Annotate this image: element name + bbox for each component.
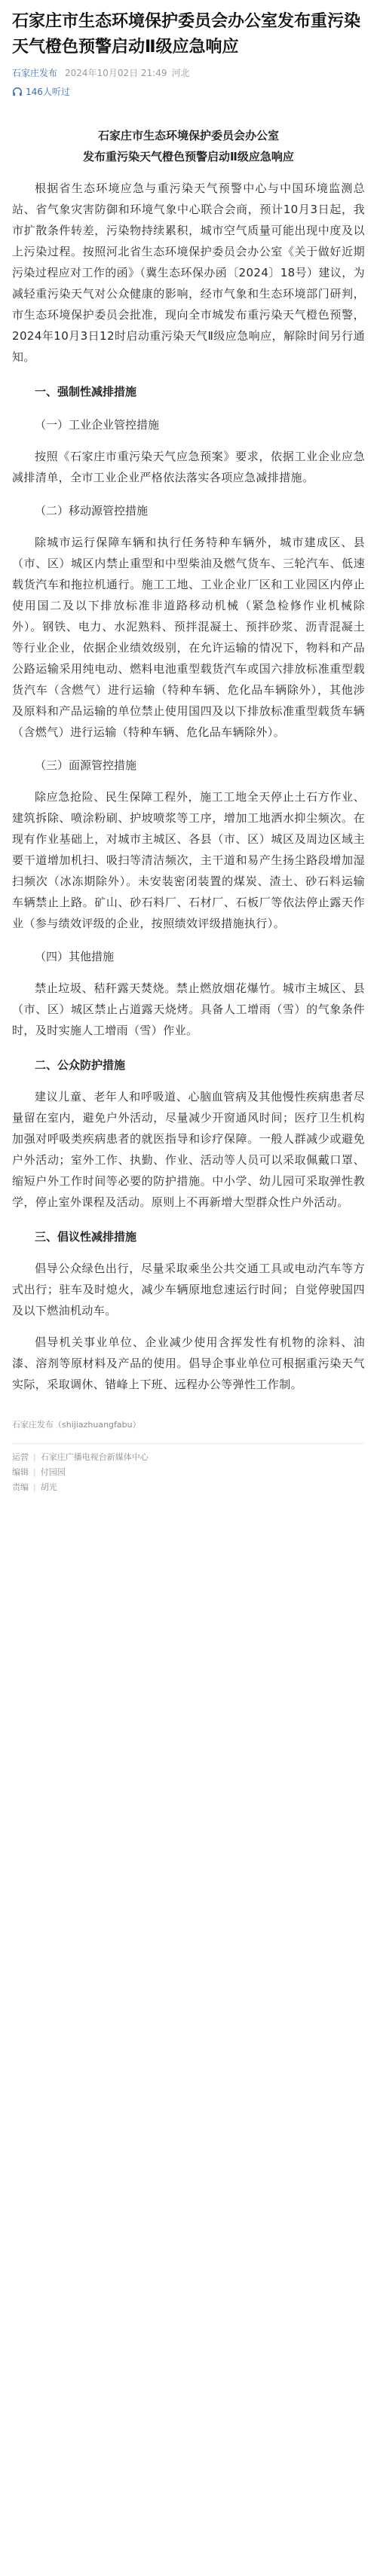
industrial-paragraph: 按照《石家庄市重污染天气应急预案》要求，依据工业企业应急减排清单，全市工业企业严格依法落实各项应急减排措施。 bbox=[12, 450, 365, 484]
voluntary-paragraph-1: 倡导公众绿色出行，尽量采取乘坐公共交通工具或电动汽车等方式出行；驻车及时熄火，减少车辆原地怠速运行时间；自觉停驶国四及以下燃油机动车。 bbox=[12, 1262, 365, 1317]
article-headline: 石家庄市生态环境保护委员会办公室发布重污染天气橙色预警启动Ⅱ级应急响应 bbox=[12, 12, 361, 56]
article-footer bbox=[12, 1418, 365, 1495]
section-heading-protection: 二、公众防护措施 bbox=[35, 1058, 126, 1072]
listen-button[interactable] bbox=[12, 85, 365, 98]
source-link[interactable]: 石家庄发布 bbox=[12, 68, 58, 78]
footer-editor: 编辑 | 付园园 bbox=[12, 1467, 66, 1477]
reviewer-label: 责编 bbox=[12, 1482, 29, 1492]
subsection-heading-area: （三）面源管控措施 bbox=[35, 758, 137, 772]
voluntary-paragraph-2: 倡导机关事业单位、企业减少使用含挥发性有机物的涂料、油漆、溶剂等原材料及产品的使用。倡导企事业单位可根据重污染天气实际，采取调休、错峰上下班、远程办公等弹性工作制。 bbox=[12, 1335, 365, 1391]
section-heading-mandatory: 一、强制性减排措施 bbox=[35, 385, 137, 398]
other-measures-paragraph: 禁止垃圾、秸秆露天焚烧。禁止燃放烟花爆竹。城市主城区、县（市、区）城区禁止占道露天烧烤。具备人工增雨（雪）的气象条件时，及时实施人工增雨（雪）作业。 bbox=[12, 981, 365, 1037]
area-source-paragraph: 除应急抢险、民生保障工程外，施工工地全天停止土石方作业、建筑拆除、喷涂粉刷、护坡喷浆等工序，增加工地洒水抑尘频次。在现有作业基础上，对城市主城区、各县（市、区）城区及周边区域主要干道增加机扫、吸扫等清洁频次，主干道和易产生扬尘路段增加湿扫频次（冰冻期除外）。未安装密闭装置的煤炭、渣土、砂石料运输车辆禁止上路。矿山、砂石料厂、石材厂、石板厂等依法停止露天作业（参与绩效评级的企业，按照绩效评级措施执行）。 bbox=[12, 790, 365, 930]
publish-time: 2024年10月02日 21:49 bbox=[65, 68, 167, 78]
section-heading-voluntary: 三、倡议性减排措施 bbox=[35, 1230, 137, 1244]
mobile-source-paragraph: 除城市运行保障车辆和执行任务特种车辆外，城市建成区、县（市、区）城区内禁止重型和中型柴油及燃气货车、三轮汽车、低速载货汽车和拖拉机通行。施工工地、工业企业厂区和工业园区内停止使用国二及以下排放标准非道路移动机械（紧急检修作业机械除外）。钢铁、电力、水泥熟料、预拌混凝土、预拌砂浆、沥青混凝土等行业企业，依据企业绩效级别，在允许运输的情况下，物料和产品公路运输采用纯电动、燃料电池重型载货汽车或国六排放标准重型载货汽车（含燃气）进行运输（特种车辆、危化品车辆除外），其他涉及原料和产品运输的单位禁止使用国四及以下排放标准重型载货车辆（含燃气）进行运输（特种车辆、危化品车辆除外）。 bbox=[12, 536, 365, 739]
notice-title-line2: 发布重污染天气橙色预警启动Ⅱ级应急响应 bbox=[83, 150, 294, 163]
protection-paragraph: 建议儿童、老年人和呼吸道、心脑血管病及其他慢性疾病患者尽量留在室内，避免户外活动，尽量减少开窗通风时间；医疗卫生机构加强对呼吸类疾病患者的就医指导和诊疗保障。一般人群减少或避免户外活动；室外工作、执勤、作业、活动等人员可以采取佩戴口罩、缩短户外工作时间等必要的防护措施。中小学、幼儿园可采取弹性教学，停止室外课程及活动。原则上不再新增大型群众性户外活动。 bbox=[12, 1090, 365, 1209]
editor-value: 付园园 bbox=[40, 1467, 66, 1477]
headphone-icon bbox=[12, 87, 23, 97]
article-meta bbox=[12, 66, 365, 79]
subsection-heading-mobile: （二）移动源管控措施 bbox=[35, 504, 149, 517]
footer-divider bbox=[12, 1443, 365, 1444]
editor-label: 编辑 bbox=[12, 1467, 29, 1477]
publish-location: 河北 bbox=[171, 68, 190, 78]
footer-operation: 运营 | 石家庄广播电视台新媒体中心 bbox=[12, 1452, 149, 1462]
operation-label: 运营 bbox=[12, 1452, 29, 1462]
listen-count: 146人听过 bbox=[26, 87, 70, 97]
intro-paragraph: 根据省生态环境应急与重污染天气预警中心与中国环境监测总站、省气象灾害防御和环境气象中心联合会商，预计10月3日起，我市扩散条件转差，污染物持续累积，城市空气质量可能出现中度及以上污染过程。按照河北省生态环境保护委员会办公室《关于做好近期污染过程应对工作的函》（冀生态环保办函〔2024〕18号）建议，为减轻重污染天气对公众健康的影响，经市气象和生态环境部门研判，市生态环境保护委员会批准，现向全市城发布重污染天气橙色预警，2024年10月3日12时启动重污染天气Ⅱ级应急响应，解除时间另行通知。 bbox=[12, 182, 365, 364]
notice-title-line1: 石家庄市生态环境保护委员会办公室 bbox=[97, 129, 279, 142]
subsection-heading-industrial: （一）工业企业管控措施 bbox=[35, 418, 160, 432]
footer-reviewer: 责编 | 胡光 bbox=[12, 1482, 57, 1492]
notice-title bbox=[12, 125, 365, 167]
subsection-heading-other: （四）其他措施 bbox=[35, 950, 115, 963]
operation-value: 石家庄广播电视台新媒体中心 bbox=[40, 1452, 149, 1462]
reviewer-value: 胡光 bbox=[40, 1482, 57, 1492]
footer-source: 石家庄发布（shijiazhuangfabu） bbox=[12, 1420, 141, 1430]
